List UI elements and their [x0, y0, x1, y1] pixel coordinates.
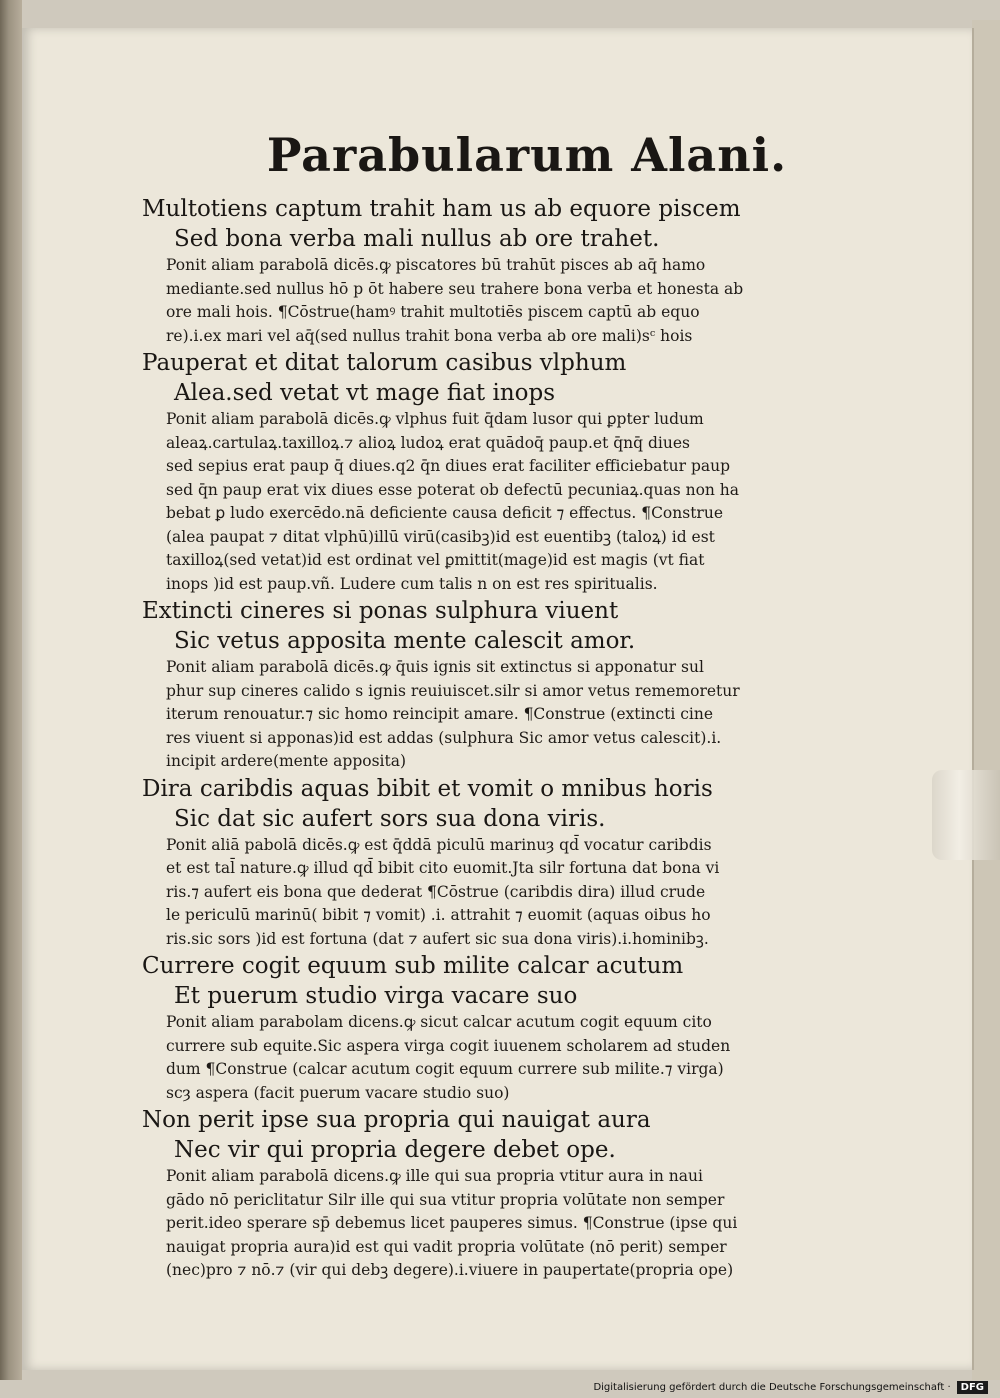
gloss-line: Ponit aliam parabolā dicens.ꝙ ille qui sua propria vtitur aura in naui: [166, 1167, 703, 1185]
gloss-line: gādo nō periclitatur Silr ille qui sua vtitur propria volūtate non semper: [166, 1190, 725, 1209]
stanza-6: [142, 1105, 822, 1283]
cover-edge: [972, 20, 1000, 1380]
stanza-4: [142, 774, 822, 952]
footer-text: Digitalisierung gefördert durch die Deutsche Forschungsgemeinschaft ·: [593, 1381, 951, 1393]
stanza-3: [142, 596, 822, 774]
gloss-line: ore mali hois. ¶Cōstrue(hamꝰ trahit multotiēs piscem captū ab equo: [166, 303, 700, 321]
book-binding: [0, 0, 22, 1380]
gloss-line: phur sup cineres calido s ignis reuiuiscet.silr si amor vetus rememoretur: [166, 681, 740, 700]
gloss-line: taxilloꝝ(sed vetat)id est ordinat vel ꝑmittit(mage)id est magis (vt fiat: [166, 551, 705, 569]
verse-line: Extincti cineres si ponas sulphura viuent: [142, 598, 619, 624]
verse-line: Multotiens captum trahit ham us ab equore piscem: [142, 196, 741, 222]
gloss-line: re).i.ex mari vel aq̄(sed nullus trahit bona verba ab ore mali)sᶜ hois: [166, 326, 693, 345]
verse-line: Pauperat et ditat talorum casibus vlphum: [142, 350, 627, 376]
gloss-line: res viuent si apponas)id est addas (sulphura Sic amor vetus calescit).i.: [166, 728, 722, 747]
digitization-footer: [593, 1378, 988, 1396]
gloss-line: incipit ardere(mente apposita): [166, 752, 407, 770]
gloss-line: (nec)pro ⁊ nō.⁊ (vir qui debꝫ degere).i.viuere in paupertate(propria ope): [166, 1261, 734, 1279]
gloss-line: le periculū marinū( bibit ⁊ vomit) .i. attrahit ⁊ euomit (aquas oibus ho: [166, 906, 711, 924]
stanza-1: [142, 194, 822, 348]
verse-line: Currere cogit equum sub milite calcar acutum: [142, 953, 684, 979]
page-clip: [932, 770, 1000, 860]
page-title: Parabularum Alani.: [266, 128, 788, 182]
gloss-line: ris.⁊ aufert eis bona que dederat ¶Cōstrue (caribdis dira) illud crude: [166, 882, 706, 901]
page-content: [142, 128, 822, 1283]
verse-line: Dira caribdis aquas bibit et vomit o mnibus horis: [142, 775, 713, 802]
stanza-5: [142, 951, 822, 1105]
gloss-line: iterum renouatur.⁊ sic homo reincipit amare. ¶Construe (extincti cine: [166, 705, 714, 723]
verse-line: Sic dat sic aufert sors sua dona viris.: [174, 805, 606, 832]
gloss-line: Ponit aliam parabolam dicens.ꝙ sicut calcar acutum cogit equum cito: [166, 1013, 712, 1031]
gloss-line: nauigat propria aura)id est qui vadit propria volūtate (nō perit) semper: [166, 1237, 727, 1256]
gloss-line: currere sub equite.Sic aspera virga cogit iuuenem scholarem ad studen: [166, 1036, 731, 1055]
gloss-line: bebat ꝑ ludo exercēdo.nā deficiente causa deficit ⁊ effectus. ¶Construe: [166, 504, 723, 522]
gloss-line: dum ¶Construe (calcar acutum cogit equum currere sub milite.⁊ virga): [166, 1060, 724, 1078]
verse-line: Nec vir qui propria degere debet ope.: [174, 1137, 616, 1163]
gloss-line: (alea paupat ⁊ ditat vlphū)illū virū(casibꝫ)id est euentibꝫ (taloꝝ) id est: [166, 527, 715, 546]
stanza-2: [142, 348, 822, 596]
gloss-line: Ponit aliam parabolā dicēs.ꝙ piscatores bū trahūt pisces ab aq̄ hamo: [166, 256, 706, 274]
gloss-line: perit.ideo sperare sp̄ debemus licet pauperes simus. ¶Construe (ipse qui: [166, 1214, 738, 1232]
gloss-line: mediante.sed nullus hō p ōt habere seu trahere bona verba et honesta ab: [166, 279, 744, 298]
gloss-line: scȝ aspera (facit puerum vacare studio suo): [166, 1083, 510, 1102]
verse-line: Sed bona verba mali nullus ab ore trahet.: [174, 226, 660, 252]
gloss-line: Ponit aliam parabolā dicēs.ꝙ q̄uis ignis sit extinctus si apponatur sul: [166, 658, 704, 676]
verse-line: Non perit ipse sua propria qui nauigat aura: [142, 1107, 651, 1133]
gloss-line: Ponit aliā pabolā dicēs.ꝙ est q̄ddā piculū marinuȝ qd̄ vocatur caribdis: [166, 835, 712, 854]
gloss-line: et est tal̄ nature.ꝙ illud qd̄ bibit cito euomit.Jta silr fortuna dat bona vi: [166, 859, 720, 877]
dfg-logo: DFG: [957, 1381, 988, 1394]
verse-line: Alea.sed vetat vt mage fiat inops: [174, 380, 556, 406]
gloss-line: sed q̄n paup erat vix diues esse poterat ob defectū pecuniaꝝ.quas non ha: [166, 480, 740, 499]
book-page: [22, 28, 974, 1370]
gloss-line: ris.sic sors )id est fortuna (dat ⁊ aufert sic sua dona viris).i.hominibꝫ.: [166, 929, 709, 948]
gloss-line: sed sepius erat paup q̄ diues.q2 q̄n diues erat faciliter efficiebatur paup: [166, 457, 731, 475]
verse-line: Sic vetus apposita mente calescit amor.: [174, 628, 636, 654]
gloss-line: Ponit aliam parabolā dicēs.ꝙ vlphus fuit q̄dam lusor qui ꝑpter ludum: [166, 410, 704, 428]
gloss-line: aleaꝝ.cartulaꝝ.taxilloꝝ.⁊ alioꝝ ludoꝝ erat quādoq̄ paup.et q̄nq̄ diues: [166, 433, 690, 452]
verse-line: Et puerum studio virga vacare suo: [174, 983, 578, 1009]
gloss-line: inops )id est paup.vñ. Ludere cum talis n on est res spiritualis.: [166, 574, 658, 593]
